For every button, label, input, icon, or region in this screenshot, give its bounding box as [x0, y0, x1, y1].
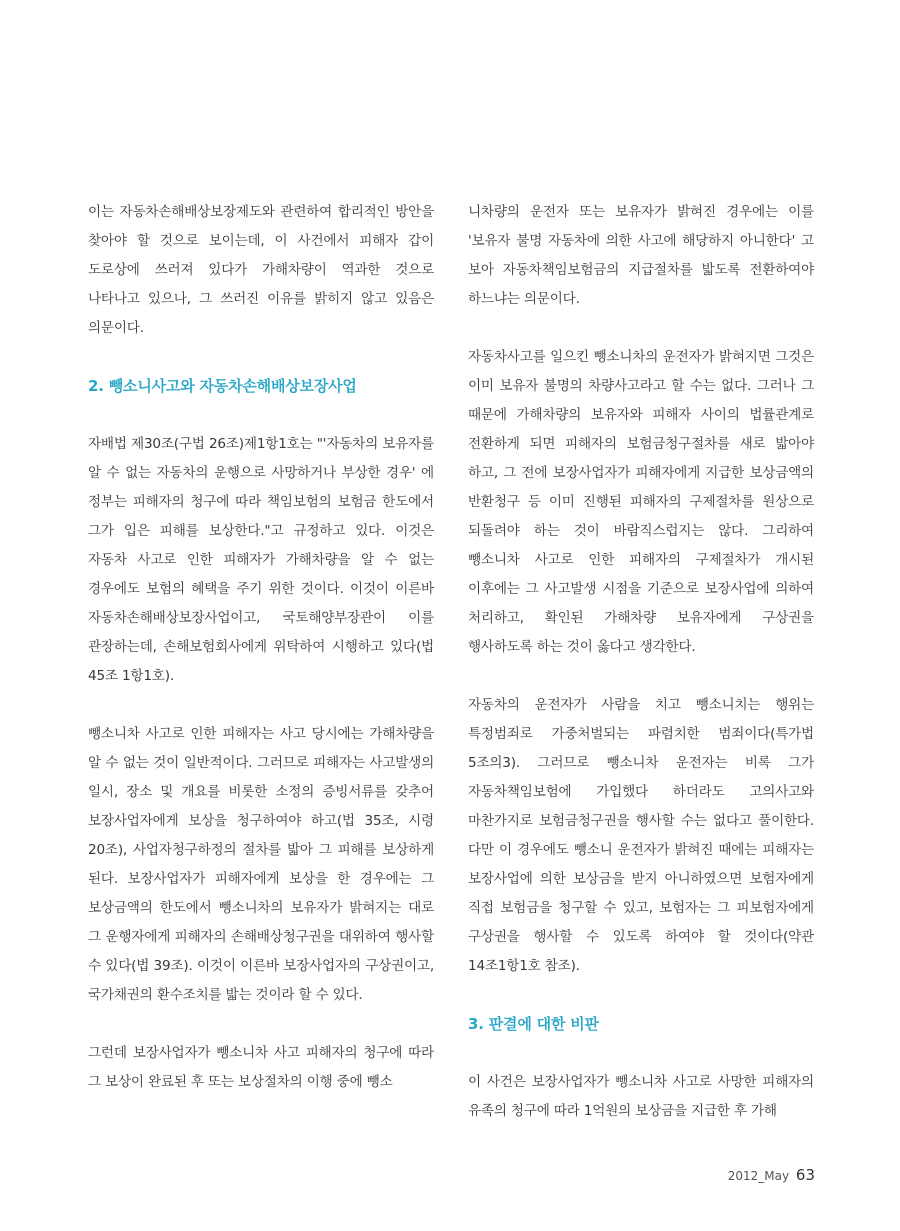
left-column	[88, 198, 434, 1097]
left-paragraph-4: 그런데 보장사업자가 뺑소니차 사고 피해자의 청구에 따라 그 보상이 완료된 후 또는 보상절차의 이행 중에 뺑소	[88, 1045, 434, 1090]
issue-label: 2012_May	[727, 1169, 790, 1183]
page-number: 63	[795, 1166, 815, 1184]
right-paragraph-1: 니차량의 운전자 또는 보유자가 밝혀진 경우에는 이를 '보유자 불명 자동차에 의한 사고에 해당하지 아니한다' 고 보아 자동차책임보험금의 지급절차를 밟도록 전환하여야 하느냐는 의문이다.	[468, 204, 814, 307]
right-column	[468, 198, 814, 1126]
left-paragraph-3: 뺑소니차 사고로 인한 피해자는 사고 당시에는 가해차량을 알 수 없는 것이 일반적이다. 그러므로 피해자는 사고발생의 일시, 장소 및 개요를 비롯한 소정의 증빙서류를 갖추어 보장사업자에게 보상을 청구하여야 하고(법 35조, 시령 20조), 사업자청구하정의 절차를 밟아 그 피해를 보상하게 된다. 보장사업자가 피해자에게 보상을 한 경우에는 그 보상금액의 한도에서 뺑소니차의 보유자가 밝혀지는 대로 그 운행자에게 피해자의 손해배상청구권을 대위하여 행사할 수 있다(법 39조). 이것이 이른바 보장사업자의 구상권이고, 국가채권의 환수조치를 밟는 것이라 할 수 있다.	[88, 726, 434, 1003]
right-paragraph-2: 자동차사고를 일으킨 뺑소니차의 운전자가 밝혀지면 그것은 이미 보유자 불명의 차량사고라고 할 수는 없다. 그러나 그 때문에 가해차량의 보유자와 피해자 사이의 법률관계로 전환하게 되면 피해자의 보험금청구절차를 새로 밟아야 하고, 그 전에 보장사업자가 피해자에게 지급한 보상금액의 반환청구 등 이미 진행된 피해자의 구제절차를 원상으로 되돌려야 하는 것이 바람직스럽지는 않다. 그리하여 뺑소니차 사고로 인한 피해자의 구제절차가 개시된 이후에는 그 사고발생 시점을 기준으로 보장사업에 의하여 처리하고, 확인된 가해차량 보유자에게 구상권을 행사하도록 하는 것이 옳다고 생각한다.	[468, 349, 814, 655]
section-heading-2: 2. 뺑소니사고와 자동차손해배상보장사업	[88, 377, 357, 395]
section-heading-3: 3. 판결에 대한 비판	[468, 1015, 599, 1033]
left-paragraph-1: 이는 자동차손해배상보장제도와 관련하여 합리적인 방안을 찾아야 할 것으로 보이는데, 이 사건에서 피해자 갑이 도로상에 쓰러져 있다가 가해차량이 역과한 것으로 나타나고 있으나, 그 쓰러진 이유를 밝히지 않고 있음은 의문이다.	[88, 204, 434, 336]
right-paragraph-4: 이 사건은 보장사업자가 뺑소니차 사고로 사망한 피해자의 유족의 청구에 따라 1억원의 보상금을 지급한 후 가해	[468, 1074, 814, 1119]
page-footer	[728, 1166, 815, 1184]
left-paragraph-2: 자배법 제30조(구법 26조)제1항1호는 "'자동차의 보유자를 알 수 없는 자동차의 운행으로 사망하거나 부상한 경우' 에 정부는 피해자의 청구에 따라 책임보험의 보험금 한도에서 그가 입은 피해를 보상한다."고 규정하고 있다. 이것은 자동차 사고로 인한 피해자가 가해차량을 알 수 없는 경우에도 보험의 혜택을 주기 위한 것이다. 이것이 이른바 자동차손해배상보장사업이고, 국토해양부장관이 이를 관장하는데, 손해보험회사에게 위탁하여 시행하고 있다(법 45조 1항1호).	[88, 436, 434, 684]
right-paragraph-3: 자동차의 운전자가 사람을 치고 뺑소니치는 행위는 특정범죄로 가중처벌되는 파렴치한 범죄이다(특가법 5조의3). 그러므로 뺑소니차 운전자는 비록 그가 자동차책임보험에 가입했다 하더라도 고의사고와 마찬가지로 보험금청구권을 행사할 수는 없다고 풀이한다. 다만 이 경우에도 뺑소니 운전자가 밝혀진 때에는 피해자는 보장사업에 의한 보상금을 받지 아니하였으면 보험자에게 직접 보험금을 청구할 수 있고, 보험자는 그 피보험자에게 구상권을 행사할 수 있도록 하여야 할 것이다(약관 14조1항1호 참조).	[468, 697, 814, 974]
